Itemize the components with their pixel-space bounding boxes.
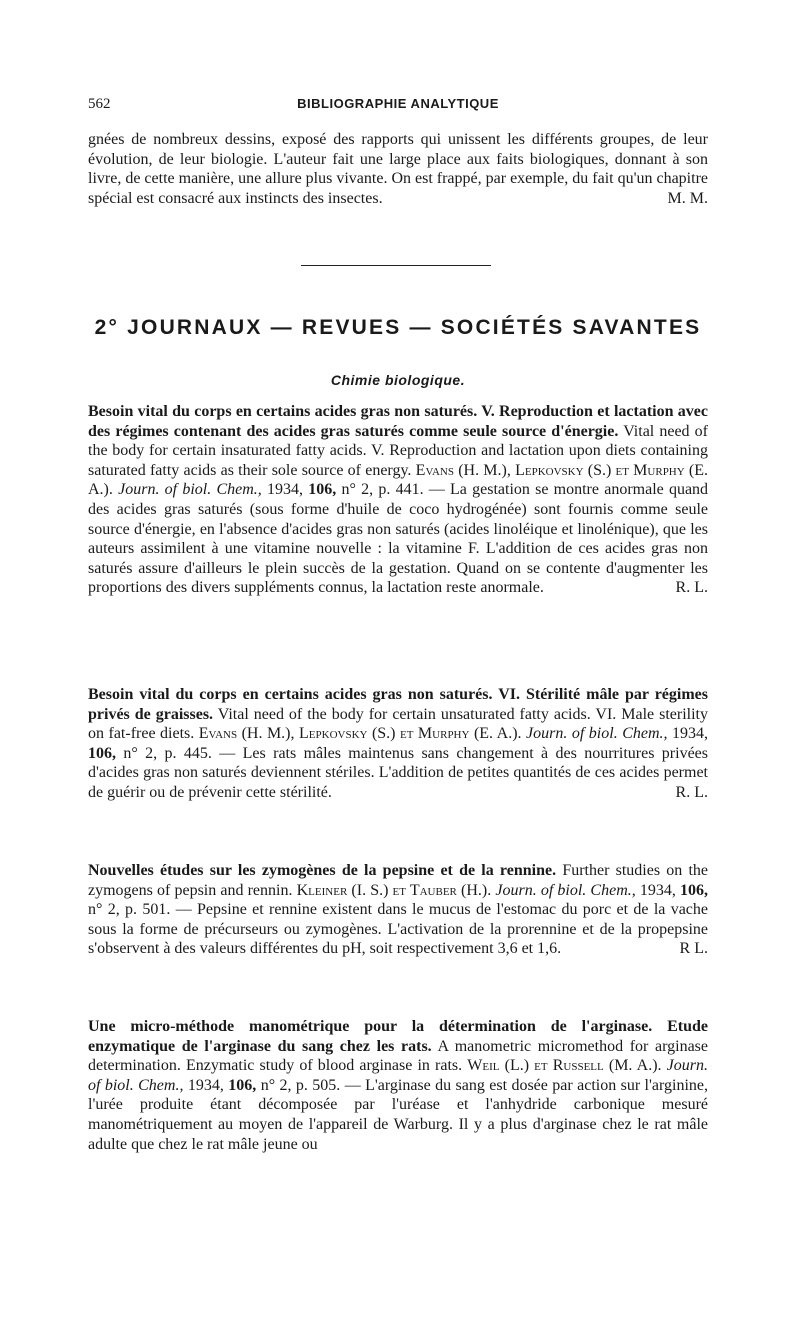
entry-signature: R L. (679, 940, 708, 958)
entry-english-title: Vital need of the body for certain unsaturated fatty acids. VI. Male sterility on fat-free diets. (88, 705, 708, 743)
entry-journal: Journ. of biol. Chem., (118, 481, 262, 499)
entry-authors: Weil (L.) et Russell (M. A.). (467, 1057, 662, 1075)
entry-volume: 106, (228, 1076, 257, 1094)
bibliography-entry (88, 861, 708, 959)
entry-abstract: — La gestation se montre anormale quand des acides gras saturés (sous forme d'huile de coco hydrogénée) sont fournis comme seule source d'énergie, en l'absence d'acides gras non saturés (acides linoléique et linolénique), que les auteurs assimilent à une vitamine nouvelle : la vitamine F. L'addition de ces acides gras non saturés assure d'ailleurs le plein succès de la gestation. Quand on se contente d'augmenter les proportions des divers suppléments connus, la lactation reste anormale. (88, 481, 709, 597)
entry-signature: R. L. (675, 579, 708, 597)
entry-issue-page: n° 2, p. 445. (123, 744, 212, 762)
page-header (88, 96, 708, 116)
entry-english-title: Vital need of the body for certain insaturated fatty acids. V. Reproduction and lactation upon diets containing saturated fatty acids as their sole source of energy. (88, 422, 709, 479)
entry-volume: 106, (680, 881, 709, 899)
running-title: BIBLIOGRAPHIE ANALYTIQUE (297, 96, 499, 111)
bibliography-entry (88, 1017, 708, 1154)
entry-volume: 106, (88, 744, 116, 762)
entry-year: 1934, (639, 881, 676, 899)
entry-english-title: A manometric micromethod for arginase determination. Enzymatic study of blood arginase in rats. (88, 1037, 708, 1075)
entry-volume: 106, (308, 481, 337, 499)
entry-issue-page: n° 2, p. 441. (341, 481, 424, 499)
intro-paragraph (88, 130, 708, 208)
entry-title: Une micro-méthode manométrique pour la détermination de l'arginase. Etude enzymatique de l'arginase du sang chez les rats. (88, 1018, 708, 1055)
intro-text: gnées de nombreux dessins, exposé des rapports qui unissent les différents groupes, de leur évolution, de leur biologie. L'auteur fait une large place aux faits biologiques, donnant à son livre, de cette manière, une allure plus vivante. On est frappé, par exemple, du fait qu'un chapitre spécial est consacré aux instincts des insectes. (88, 131, 708, 207)
bibliography-entry (88, 685, 708, 803)
bibliography-entry (88, 402, 708, 598)
entry-authors: Kleiner (I. S.) et Tauber (H.). (296, 881, 492, 899)
section-title: 2° JOURNAUX — REVUES — SOCIÉTÉS SAVANTES (94, 316, 702, 339)
entry-journal: Journ. of biol. Chem., (495, 881, 636, 899)
entry-title: Besoin vital du corps en certains acides gras non saturés. VI. Stérilité mâle par régimes privés de graisses. (88, 686, 708, 723)
separator-rule (301, 265, 491, 266)
subsection-title: Chimie biologique. (330, 372, 466, 388)
entry-signature: R. L. (675, 783, 708, 801)
entry-authors: Evans (H. M.), Lepkovsky (S.) et Murphy (E. A.). (88, 461, 709, 499)
entry-abstract: — L'arginase du sang est dosée par action sur l'arginine, l'urée produite étant décomposée par l'uréase et l'anhydride carbonique mesuré manométriquement au moyen de l'appareil de Warburg. Il y a plus d'arginase chez le rat mâle adulte que chez le rat mâle jeune ou (88, 1076, 709, 1153)
entry-title: Besoin vital du corps en certains acides gras non saturés. V. Reproduction et lactation avec des régimes contenant des acides gras saturés comme seule source d'énergie. (88, 403, 708, 440)
entry-year: 1934, (187, 1076, 224, 1094)
entry-journal: Journ. of biol. Chem., (88, 1057, 708, 1094)
entry-authors: Evans (H. M.), Lepkovsky (S.) et Murphy (E. A.). (198, 725, 522, 743)
entry-english-title: Further studies on the zymogens of pepsin and rennin. (88, 862, 709, 899)
page-number: 562 (88, 96, 111, 112)
entry-year: 1934, (267, 481, 304, 499)
entry-journal: Journ. of biol. Chem., (526, 725, 668, 743)
entry-issue-page: n° 2, p. 501. (88, 901, 171, 919)
entry-abstract: — Les rats mâles maintenus sans changement à des nourritures privées d'acides gras non saturés deviennent stériles. L'addition de petites quantités de ces acides permet de guérir ou de prévenir cette stérilité. (88, 744, 708, 801)
entry-year: 1934, (672, 725, 709, 743)
entry-title: Nouvelles études sur les zymogènes de la pepsine et de la rennine. (88, 862, 557, 879)
entry-issue-page: n° 2, p. 505. (260, 1076, 341, 1094)
entry-abstract: — Pepsine et rennine existent dans le mucus de l'estomac du porc et de la vache sous la forme de précurseurs ou zymogènes. L'activation de la prorennine et de la propepsine s'observent à des valeurs différentes du pH, soit respectivement 3,6 et 1,6. (88, 901, 709, 958)
intro-signature: M. M. (667, 189, 708, 207)
